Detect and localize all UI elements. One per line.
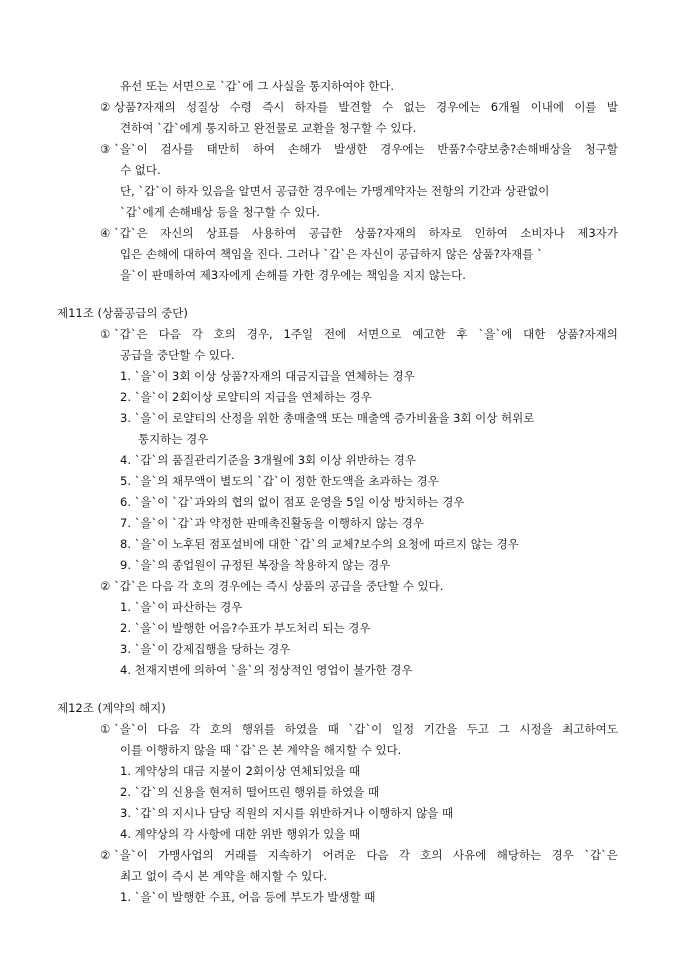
- clause-marker: ②: [100, 579, 111, 593]
- list-item: 4. 천재지변에 의하여 `을`의 정상적인 영업이 불가한 경우: [120, 663, 413, 677]
- text-line: 단, `갑`이 하자 있음을 알면서 공급한 경우에는 가맹계약자는 전항의 기간과 상관없이: [120, 184, 550, 198]
- clause-marker: ①: [100, 722, 111, 736]
- text-line: `갑`에게 손해배상 등을 청구할 수 있다.: [120, 205, 321, 219]
- text-line: `을`이 가맹사업의 거래를 지속하기 어려운 다음 각 호의 사유에 해당하는 경우 `갑`은: [114, 848, 618, 862]
- list-item: 1. `을`이 발행한 수표, 어음 등에 부도가 발생할 때: [120, 890, 376, 904]
- clause-marker: ③: [100, 142, 111, 156]
- list-item: 4. 계약상의 각 사항에 대한 위반 행위가 있을 때: [120, 827, 361, 841]
- list-item: 5. `을`의 채무액이 별도의 `갑`이 정한 한도액을 초과하는 경우: [120, 474, 439, 488]
- clause-marker: ②: [100, 100, 111, 114]
- text-line: 최고 없이 즉시 본 계약을 해지할 수 있다.: [120, 869, 327, 883]
- list-item: 8. `을`이 노후된 점포설비에 대한 `갑`의 교체?보수의 요청에 따르지 않는 경우: [120, 537, 519, 551]
- list-item: 3. `갑`의 지시나 담당 직원의 지시를 위반하거나 이행하지 않을 때: [120, 806, 454, 820]
- list-item: 1. `을`이 파산하는 경우: [120, 600, 243, 614]
- list-item: 1. 계약상의 대금 지불이 2회이상 연체되었을 때: [120, 764, 361, 778]
- list-item: 7. `을`이 `갑`과 약정한 판매촉진활동을 이행하지 않는 경우: [120, 516, 424, 530]
- list-item: 6. `을`이 `갑`과와의 협의 없이 점포 운영을 5일 이상 방치하는 경우: [120, 495, 465, 509]
- list-item-continuation: 통지하는 경우: [138, 432, 209, 446]
- text-line: `을`이 검사를 태만히 하여 손해가 발생한 경우에는 반품?수량보충?손해배상을 청구할: [114, 142, 618, 156]
- text-line: `갑`은 다음 각 호의 경우에는 즉시 상품의 공급을 중단할 수 있다.: [114, 579, 444, 593]
- list-item: 3. `을`이 로얄티의 산정을 위한 총매출액 또는 매출액 증가비율을 3회 이상 허위로: [120, 411, 535, 425]
- text-line: 공급을 중단할 수 있다.: [120, 348, 235, 362]
- list-item: 2. `을`이 2회이상 로얄티의 지급을 연체하는 경우: [120, 390, 372, 404]
- text-line: `갑`은 다음 각 호의 경우, 1주일 전에 서면으로 예고한 후 `을`에 대한 상품?자재의: [114, 327, 618, 341]
- text-line: 유선 또는 서면으로 `갑`에 그 사실을 통지하여야 한다.: [120, 79, 395, 93]
- text-line: 이를 이행하지 않을 때 `갑`은 본 계약을 해지할 수 있다.: [120, 743, 402, 757]
- article-heading: 제11조 (상품공급의 중단): [57, 306, 188, 320]
- list-item: 2. `갑`의 신용을 현저히 떨어뜨린 행위를 하였을 때: [120, 785, 380, 799]
- clause-marker: ②: [100, 848, 111, 862]
- text-line: 견하여 `갑`에게 통지하고 완전물로 교환을 청구할 수 있다.: [120, 121, 417, 135]
- list-item: 1. `을`이 3회 이상 상품?자재의 대금지급을 연체하는 경우: [120, 369, 415, 383]
- article-heading: 제12조 (계약의 해지): [57, 701, 166, 715]
- text-line: 수 없다.: [120, 163, 161, 177]
- clause-marker: ①: [100, 327, 111, 341]
- clause-marker: ④: [100, 226, 111, 240]
- list-item: 9. `을`의 종업원이 규정된 복장을 착용하지 않는 경우: [120, 558, 391, 572]
- text-line: `을`이 다음 각 호의 행위를 하였을 때 `갑`이 일정 기간을 두고 그 시정을 최고하여도: [114, 722, 618, 736]
- text-line: 을`이 판매하여 제3자에게 손해를 가한 경우에는 책임을 지지 않는다.: [120, 268, 466, 282]
- list-item: 4. `갑`의 품질관리기준을 3개월에 3회 이상 위반하는 경우: [120, 453, 416, 467]
- list-item: 3. `을`이 강제집행을 당하는 경우: [120, 642, 291, 656]
- list-item: 2. `을`이 발행한 어음?수표가 부도처리 되는 경우: [120, 621, 371, 635]
- text-line: 상품?자재의 성질상 수령 즉시 하자를 발견할 수 없는 경우에는 6개월 이내에 이를 발: [114, 100, 618, 114]
- text-line: 입은 손해에 대하여 책임을 진다. 그러나 `갑`은 자신이 공급하지 않은 상품?자재를 `: [120, 247, 543, 261]
- text-line: `갑`은 자신의 상표를 사용하여 공급한 상품?자재의 하자로 인하여 소비자나 제3자가: [114, 226, 618, 240]
